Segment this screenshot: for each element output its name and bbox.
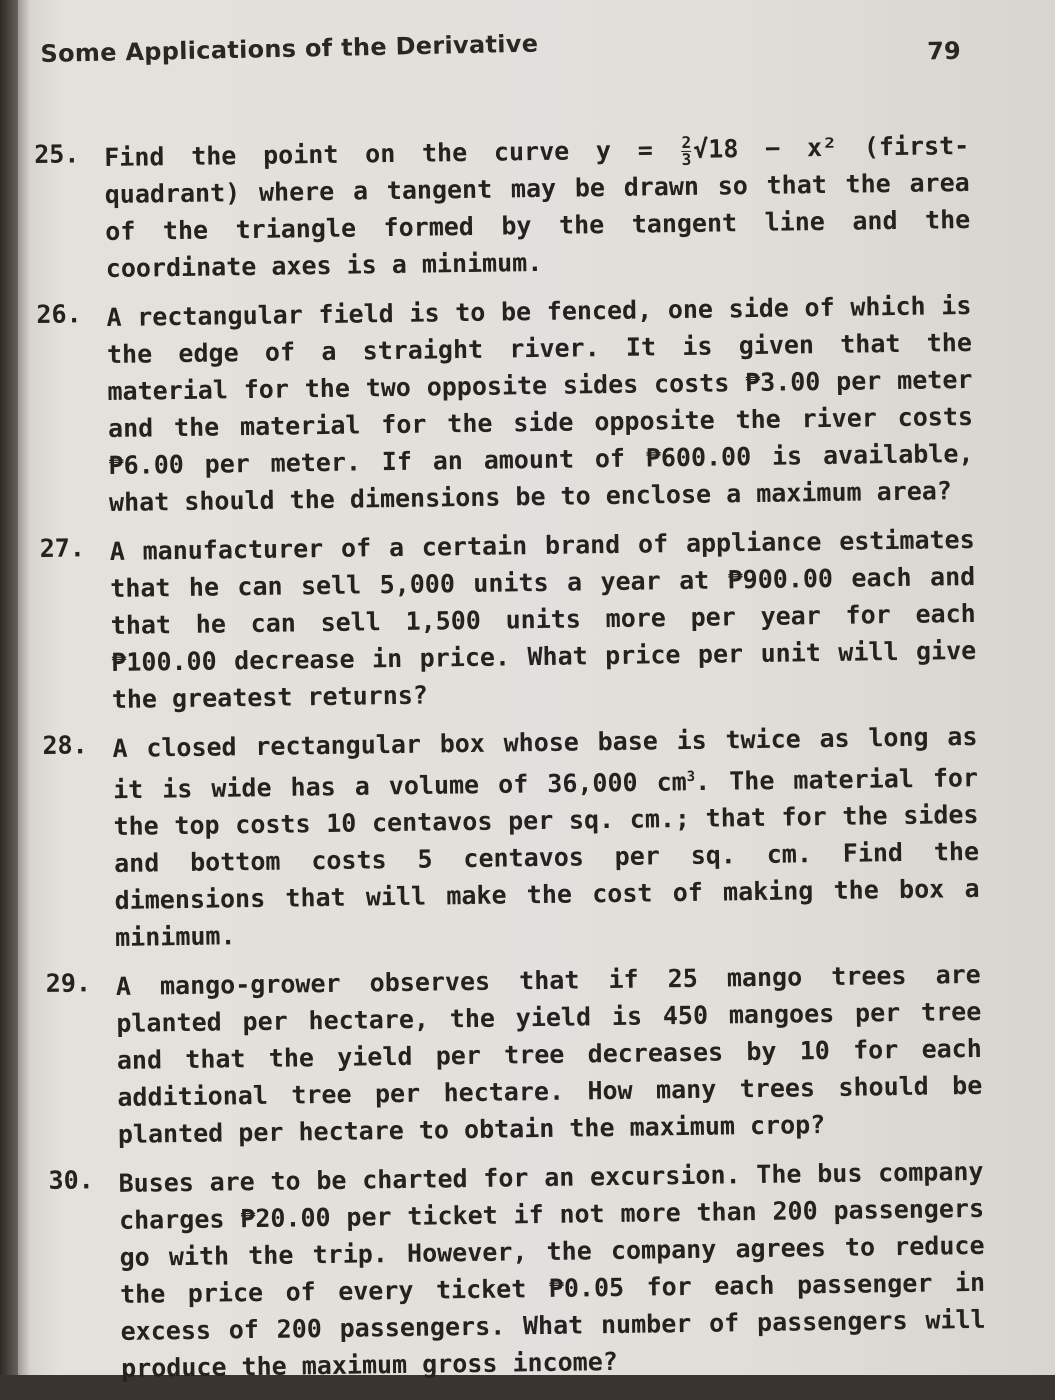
problem-text-end: . The material for the top costs 10 centavos per sq. cm.; that for the sides and bottom costs 5 centavos per sq. cm. Find the dimensions that will make the cost of making the box a minimum. (113, 763, 980, 953)
problem-text-end: √18 − x² (first-quadrant) where a tangent may be drawn so that the area of the triangle formed by the tangent line and the coordinate axes is a minimum. (104, 130, 971, 284)
problem-number: 29. (45, 968, 92, 999)
problem-list (34, 127, 987, 1400)
problem-number: 26. (36, 299, 82, 329)
problem-text: A rectangular field is to be fenced, one side of which is the edge of a straight river. It is given that the material for the two opposite sides costs ₱3.00 per meter and the material for the side opposite the river costs ₱6.00 per meter. If an amount of ₱600.00 is available, what should the dimensions be to enclose a maximum area? (106, 290, 974, 517)
problem-text: Buses are to be charted for an excursion. The bus company charges ₱20.00 per ticket if not more than 200 passengers go with the trip. However, the company agrees to reduce the price of every ticket ₱0.05 for each passenger in excess of 200 passengers. What number of passengers will produce the maximum gross income? (118, 1157, 986, 1384)
problem-text-start: Find the point on the curve y = (104, 134, 680, 173)
problem-number: 27. (39, 533, 86, 563)
problem-text-start: A closed rectangular box whose base is twice as long as it is wide has a volume of 36,000 cm (112, 721, 978, 805)
problem-29 (46, 956, 983, 1154)
problem-25 (34, 127, 971, 288)
problem-number: 30. (48, 1165, 94, 1196)
fraction (681, 134, 691, 167)
fraction-numerator: 2 (681, 132, 692, 152)
problem-text: A manufacturer of a certain brand of appliance estimates that he can sell 5,000 units a year at ₱900.00 each and that he can sell 1,500 units more per year for each ₱100.00 decrease in price. What price per unit will give the greatest returns? (109, 524, 977, 714)
problem-number: 28. (42, 730, 88, 760)
problem-text (112, 718, 980, 956)
problem-27 (40, 521, 977, 719)
page-header (40, 10, 1001, 80)
problem-text (104, 127, 971, 287)
running-head: Some Applications of the Derivative (40, 29, 539, 68)
exponent: 3 (686, 768, 696, 785)
page-number: 79 (926, 36, 961, 66)
book-spine (0, 0, 18, 1375)
problem-28 (42, 718, 980, 957)
problem-number: 25. (34, 139, 80, 169)
problem-26 (36, 287, 974, 522)
problem-30 (48, 1153, 986, 1388)
fraction-denominator: 3 (681, 149, 692, 169)
problem-text: A mango-grower observes that if 25 mango trees are planted per hectare, the yield is 450 mangoes per tree and that the yield per tree decreases by 10 for each additional tree per hectare. How many trees should be planted per hectare to obtain the maximum crop? (115, 960, 983, 1150)
